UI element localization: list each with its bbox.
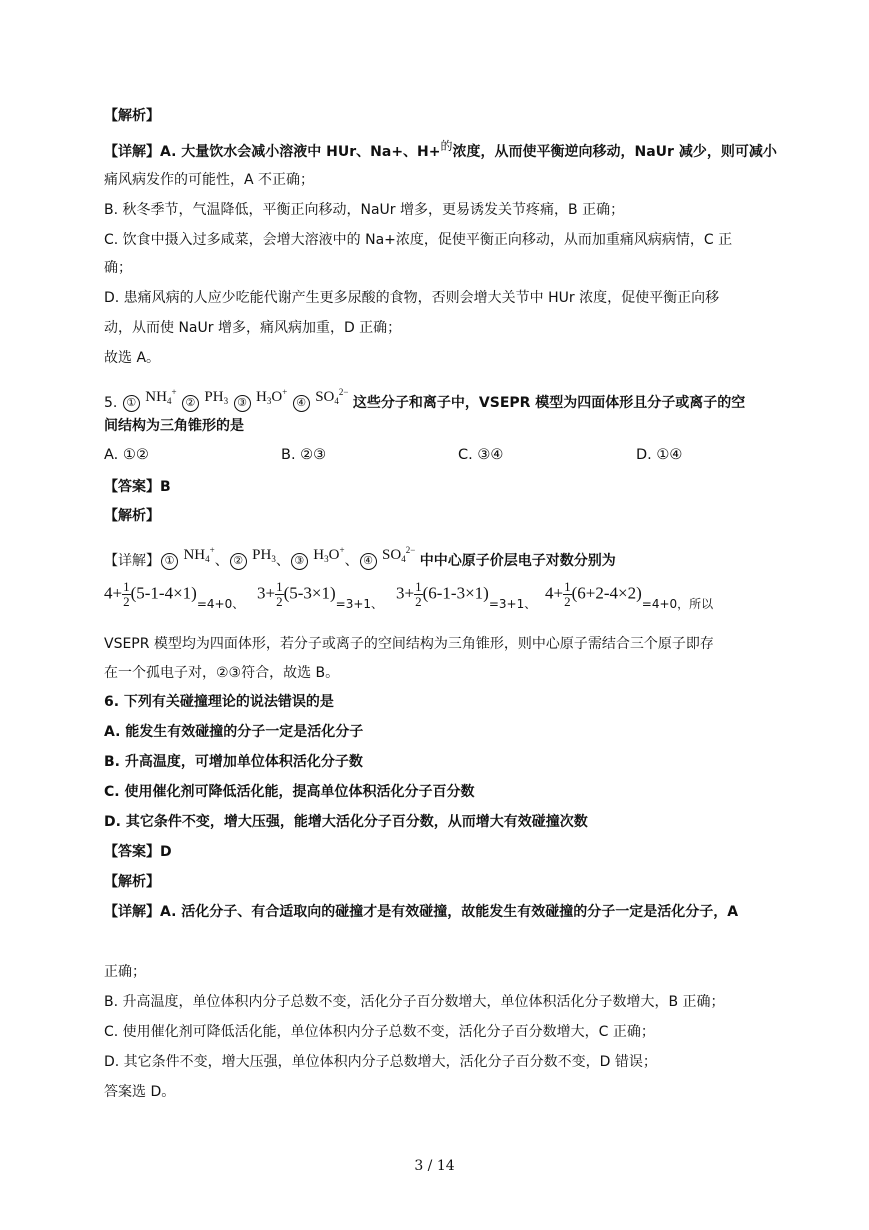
- question-number: 5.: [104, 395, 118, 411]
- circled-number: ②: [182, 395, 199, 412]
- detail-prefix: 【详解】: [104, 553, 160, 569]
- page-number: 3 / 14: [414, 1158, 455, 1174]
- formula-ph3: 3+ $\frac{1}{2}$ $(5-3\times 1)_{=3+1、}$: [257, 579, 384, 612]
- circled-number: ④: [360, 553, 377, 570]
- detail-line-species: [104, 546, 616, 575]
- section-heading-analysis: 【解析】: [104, 874, 160, 890]
- detail-line: D. 其它条件不变，增大压强，单位体积内分子总数增大，活化分子百分数不变，D 错误；: [104, 1054, 657, 1070]
- option-b: B. ②③: [281, 447, 327, 463]
- detail-line: C. 饮食中摄入过多咸菜，会增大溶液中的 Na+浓度，促使平衡正向移动，从而加重痛风病病情，C 正: [104, 232, 733, 248]
- detail-line: B. 秋冬季节，气温降低，平衡正向移动，NaUr 增多，更易诱发关节疼痛，B 正确；: [104, 202, 625, 218]
- detail-text-a: 【详解】A. 大量饮水会减小溶液中 HUr、Na+、H+: [104, 144, 441, 160]
- formula-result: =3+1、: [488, 597, 537, 612]
- fraction-half: $\frac{1}{2}$: [415, 579, 422, 609]
- detail-suffix: 中中心原子价层电子对数分别为: [419, 553, 616, 569]
- formula-so4: 4+ $\frac{1}{2}$ $(6+2-4\times 2)_{=4+0,所以}$: [545, 579, 714, 612]
- molecule-ph3: $PH_3$: [204, 389, 229, 406]
- formula-h3o: 3+ $\frac{1}{2}$ $(6-1-3\times 1)_{=3+1、}$: [396, 579, 537, 612]
- ion-h3o: $H_3O^+$: [313, 545, 345, 564]
- answer-label: 【答案】B: [104, 479, 171, 495]
- ion-so4: $SO_4^{2-}$: [315, 387, 349, 406]
- detail-line: B. 升高温度，单位体积内分子总数不变，活化分子百分数增大，单位体积活化分子数增大，B 正确；: [104, 994, 725, 1010]
- question-6-stem: 6. 下列有关碰撞理论的说法错误的是: [104, 694, 334, 710]
- option-c: C. 使用催化剂可降低活化能，提高单位体积活化分子百分数: [104, 784, 475, 800]
- circled-number: ④: [293, 395, 310, 412]
- question-5-text: 这些分子和离子中，VSEPR 模型为四面体形且分子或离子的空: [352, 395, 746, 411]
- detail-text-c: 浓度，从而使平衡逆向移动，NaUr 减少，则可减小: [452, 144, 777, 160]
- detail-line: 确；: [104, 260, 132, 276]
- answer-label: 【答案】D: [104, 844, 172, 860]
- separator: 、: [275, 553, 290, 569]
- fraction-half: $\frac{1}{2}$: [564, 579, 571, 609]
- fraction-half: $\frac{1}{2}$: [123, 579, 130, 609]
- detail-line: 动，从而使 NaUr 增多，痛风病加重，D 正确；: [104, 320, 402, 336]
- circled-number: ③: [291, 553, 308, 570]
- detail-line: 答案选 D。: [104, 1084, 176, 1100]
- separator: 、: [344, 553, 359, 569]
- ion-so4: $SO_4^{2-}$: [382, 545, 416, 564]
- detail-line: 在一个孤电子对，②③符合，故选 B。: [104, 665, 340, 681]
- option-d: D. 其它条件不变，增大压强，能增大活化分子百分数，从而增大有效碰撞次数: [104, 814, 588, 830]
- separator: 、: [214, 553, 229, 569]
- formula-result: =4+0，所以: [641, 597, 714, 612]
- question-5-text-line2: 间结构为三角锥形的是: [104, 418, 244, 434]
- ion-h3o: $H_3O^+$: [256, 387, 288, 406]
- formula-result: =4+0、: [196, 597, 245, 612]
- detail-line: 【详解】A. 活化分子、有合适取向的碰撞才是有效碰撞，故能发生有效碰撞的分子一定是活化分子，A: [104, 904, 739, 920]
- formula-nh4: 4+ $\frac{1}{2}$ $(5-1-4\times 1)_{=4+0、}$: [104, 579, 245, 612]
- detail-line: 正确；: [104, 964, 146, 980]
- circled-number: ①: [161, 553, 178, 570]
- detail-line: C. 使用催化剂可降低活化能，单位体积内分子总数不变，活化分子百分数增大，C 正确；: [104, 1024, 655, 1040]
- detail-line: 痛风病发作的可能性，A 不正确；: [104, 172, 315, 188]
- ion-nh4: $NH_4^+$: [145, 387, 177, 406]
- option-a: A. ①②: [104, 447, 149, 463]
- circled-number: ①: [123, 395, 140, 412]
- ion-nh4: $NH_4^+$: [183, 545, 215, 564]
- option-b: B. 升高温度，可增加单位体积活化分子数: [104, 754, 363, 770]
- option-d: D. ①④: [636, 447, 683, 463]
- option-c: C. ③④: [458, 447, 504, 463]
- section-heading-analysis: 【解析】: [104, 108, 160, 124]
- detail-line: [104, 139, 777, 162]
- fraction-half: $\frac{1}{2}$: [276, 579, 283, 609]
- formula-result: =3+1、: [335, 597, 384, 612]
- molecule-ph3: $PH_3$: [252, 547, 276, 564]
- detail-text-de: 的: [440, 139, 453, 153]
- detail-line: 故选 A。: [104, 350, 161, 366]
- section-heading-analysis: 【解析】: [104, 508, 160, 524]
- circled-number: ③: [234, 395, 251, 412]
- detail-line: D. 患痛风病的人应少吃能代谢产生更多尿酸的食物，否则会增大关节中 HUr 浓度，促使平衡正向移: [104, 290, 720, 306]
- question-5-stem: [104, 388, 745, 417]
- detail-line: VSEPR 模型均为四面体形，若分子或离子的空间结构为三角锥形，则中心原子需结合三个原子即存: [104, 636, 714, 652]
- circled-number: ②: [230, 553, 247, 570]
- option-a: A. 能发生有效碰撞的分子一定是活化分子: [104, 724, 364, 740]
